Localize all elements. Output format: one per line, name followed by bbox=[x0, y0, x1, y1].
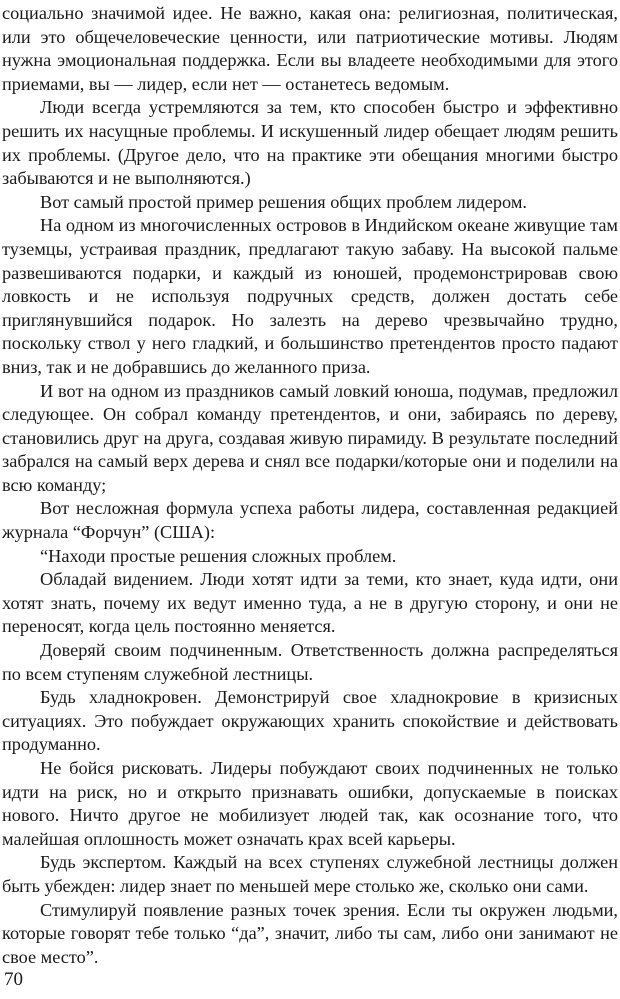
paragraph-8: Обладай видением. Люди хотят идти за теми, кто знает, куда идти, они хотят знать, почему их ведут именно туда, а не в другую сторону, и они не переносят, когда цель постоянно меняется. bbox=[2, 569, 618, 637]
paragraph-10: Будь хладнокровен. Демонстрируй свое хладнокровие в кризисных ситуациях. Это побуждает окружающих хранить спокойствие и действовать продуманно. bbox=[2, 687, 618, 755]
paragraph-3: Вот самый простой пример решения общих проблем лидером. bbox=[40, 191, 527, 212]
paragraph-7: “Находи простые решения сложных проблем. bbox=[40, 545, 397, 566]
paragraph-5: И вот на одном из праздников самый ловкий юноша, подумав, предложил следующее. Он собрал команду претендентов, и они, забираясь по дереву, становились друг на друга, создавая живую пирамиду. В результате последний забрался на самый верх дерева и снял все подарки/которые они и поделили на всю команду; bbox=[2, 380, 618, 495]
paragraph-4: На одном из многочисленных островов в Индийском океане живущие там туземцы, устраивая праздник, предлагают такую забаву. На высокой пальме развешиваются подарки, и каждый из юношей, продемонстрировав свою ловкость и не используя подручных средств, должен достать себе приглянувшийся подарок. Но залезть на дерево чрезвычайно трудно, поскольку ствол у него гладкий, и большинство претендентов просто падают вниз, так и не добравшись до желанного приза. bbox=[2, 215, 618, 377]
body-text bbox=[2, 2, 618, 969]
paragraph-13: Стимулируй появление разных точек зрения. Если ты окружен людьми, которые говорят тебе только “да”, значит, либо ты сам, либо они занимают не свое место”. bbox=[2, 899, 618, 967]
paragraph-12: Будь экспертом. Каждый на всех ступенях служебной лестницы должен быть убежден: лидер знает по меньшей мере столько же, сколько они сами. bbox=[2, 852, 618, 896]
paragraph-2: Люди всегда устремляются за тем, кто способен быстро и эффективно решить их насущные проблемы. И искушенный лидер обещает людям решить их проблемы. (Другое дело, что на практике эти обещания многими быстро забываются и не выполняются.) bbox=[2, 97, 618, 189]
page-number: 70 bbox=[4, 969, 23, 990]
paragraph-9: Доверяй своим подчиненным. Ответственность должна распределяться по всем ступеням служебной лестницы. bbox=[2, 640, 618, 684]
paragraph-11: Не бойся рисковать. Лидеры побуждают своих подчиненных не только идти на риск, но и открыто признавать ошибки, допускаемые в поисках нового. Ничто другое не мобилизует людей так, как осознание того, что малейшая оплошность может означать крах всей карьеры. bbox=[2, 758, 618, 849]
paragraph-1: социально значимой идее. Не важно, какая она: религиозная, политическая, или это общечеловеческие ценности, или патриотические мотивы. Людям нужна эмоциональная поддержка. Если вы владеете необходимыми для этого приемами, вы — лидер, если нет — останетесь ведомым. bbox=[2, 3, 618, 94]
paragraph-6: Вот несложная формула успеха работы лидера, составленная редакцией журнала “Форчун” (США): bbox=[2, 498, 618, 543]
